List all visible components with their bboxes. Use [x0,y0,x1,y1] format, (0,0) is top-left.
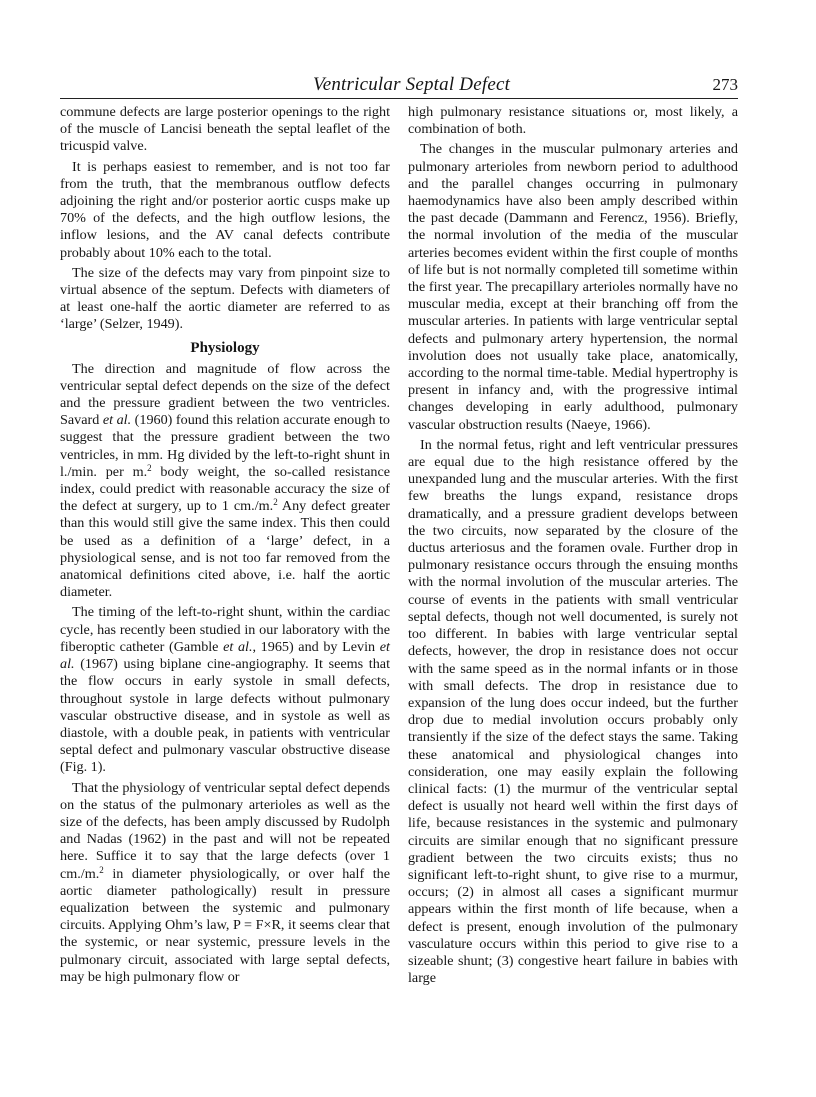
text-run: (1960) found this relation accurate enough to suggest that the pressure gradient between the two ventricles, in mm. Hg divided by the left-to-right shunt in l./min. per m. [60,412,390,480]
paragraph: high pulmonary resistance situations or, most likely, a combination of both. [408,104,738,138]
text-run: The timing of the left-to-right shunt, within the cardiac cycle, has recently been studied in our laboratory with the fiberoptic catheter (Gamble [60,604,390,655]
section-heading: Physiology [190,339,260,356]
right-column [408,104,738,987]
text-run: Any defect greater than this would still give the same index. This then could be used as a definition of a ‘large’ defect, in a physiological sense, and is not too far removed from the anatomical definitions cited above, i.e. half the aortic diameter. [60,498,391,601]
page-number: 273 [712,75,738,94]
paragraph [60,780,390,986]
paragraph: It is perhaps easiest to remember, and is not too far from the truth, that the membranous outflow defects adjoining the right and/or posterior aortic cusps make up 70% of the defects, and the high outflow lesions, the inflow lesions, and the AV canal defects contribute probably about 10% each to the total. [60,158,390,261]
paragraph [60,604,390,776]
text-run-italic: et al. [223,638,253,655]
left-column [60,104,390,986]
text-run-italic: et al. [60,638,390,673]
paragraph: The size of the defects may vary from pinpoint size to virtual absence of the septum. Defects with diameters of at least one-half the aortic diameter are referred to as ‘large’ (Selzer, 1949). [60,264,390,333]
superscript: 2 [273,497,278,508]
paragraph: In the normal fetus, right and left ventricular pressures are equal due to the high resistance offered by the unexpanded lung and the muscular arteries. With the first few breaths the lungs expand, resistance drops dramatically, and a pressure gradient develops between the two circuits, now separated by the closure of the ductus arteriosus and the foramen ovale. Further drop in pulmonary resistance occurs through the ensuing months with the normal involution of the muscular arteries. The course of events in the patients with small ventricular septal defects, though not well documented, is surely not too different. In babies with large ventricular septal defects, however, the drop in resistance does not occur with the same speed as in the normal infants or in those with small defects. The drop in resistance due to expansion of the lung does occur indeed, but the further drop due to medial involution occurs probably only transiently if the size of the defect stays the same. Taking these anatomical and physiological changes into consideration, one may easily explain the following clinical facts: (1) the murmur of the ventricular septal defect is usually not heard well within the first days of life, because resistances in the systemic and pulmonary circuits are similar enough that no significant pressure gradient between the two circuits exists; thus no significant left-to-right shunt, to give rise to a murmur, occurs; (2) in almost all cases a significant murmur appears within the first month of life because, when a defect is present, enough involution of the pulmonary vasculature occurs within this period to give rise to a sizeable shunt; (3) congestive heart failure in babies with large [408,436,738,987]
text-run: The direction and magnitude of flow across the ventricular septal defect depends on the size of the defect and the pressure gradient between the two ventricles. Savard [60,360,390,429]
running-title: Ventricular Septal Defect [313,74,511,95]
paragraph: commune defects are large posterior openings to the right of the muscle of Lancisi beneath the septal leaflet of the tricuspid valve. [60,104,390,155]
text-run-italic: et al. [102,412,132,429]
text-run: That the physiology of ventricular septal defect depends on the status of the pulmonary arterioles as well as the size of the defects, has been amply discussed by Rudolph and Nadas (1962) in the past and will not be repeated here. Suffice it to say that the large defects (over 1 cm./m. [60,779,390,882]
page-header [60,74,738,99]
paragraph [60,361,390,602]
text-run: in diameter physiologically, or over half the aortic diameter pathologically) result in pressure equalization between the systemic and pulmonary circuits. Applying Ohm’s law, P = F×R, it seems clear that the systemic, or near systemic, pressure levels in the pulmonary circuit, associated with large septal defects, may be high pulmonary flow or [60,865,390,985]
text-run: body weight, the so-called resistance index, could predict with reasonable accuracy the size of the defect at surgery, up to 1 cm./m. [60,463,390,515]
superscript: 2 [147,462,152,473]
text-run: , 1965) and by Levin [252,638,380,655]
superscript: 2 [99,864,104,875]
paragraph: The changes in the muscular pulmonary arteries and pulmonary arterioles from newborn period to adulthood and the parallel changes occurring in pulmonary haemodynamics have also been amply described within the past decade (Dammann and Ferencz, 1956). Briefly, the normal involution of the media of the muscular arteries becomes evident within the first couple of months of life but is not normally completed till sometime within the first year. The precapillary arterioles normally have no muscular media, except at their branching off from the muscular arteries. In patients with large ventricular septal defects and pulmonary artery hypertension, the normal involution does not usually take place, anatomically, according to the normal time-table. Medial hypertrophy is present in infancy and, with the progressive intimal changes developing in early adulthood, pulmonary vascular obstruction results (Naeye, 1966). [408,141,738,433]
text-run: (1967) using biplane cine-angiography. It seems that the flow occurs in early systole in small defects, throughout systole in large defects without pulmonary vascular obstructive disease, and in systole as well as diastole, with a double peak, in patients with ventricular septal defect and pulmonary vascular obstructive disease (Fig. 1). [60,656,390,776]
